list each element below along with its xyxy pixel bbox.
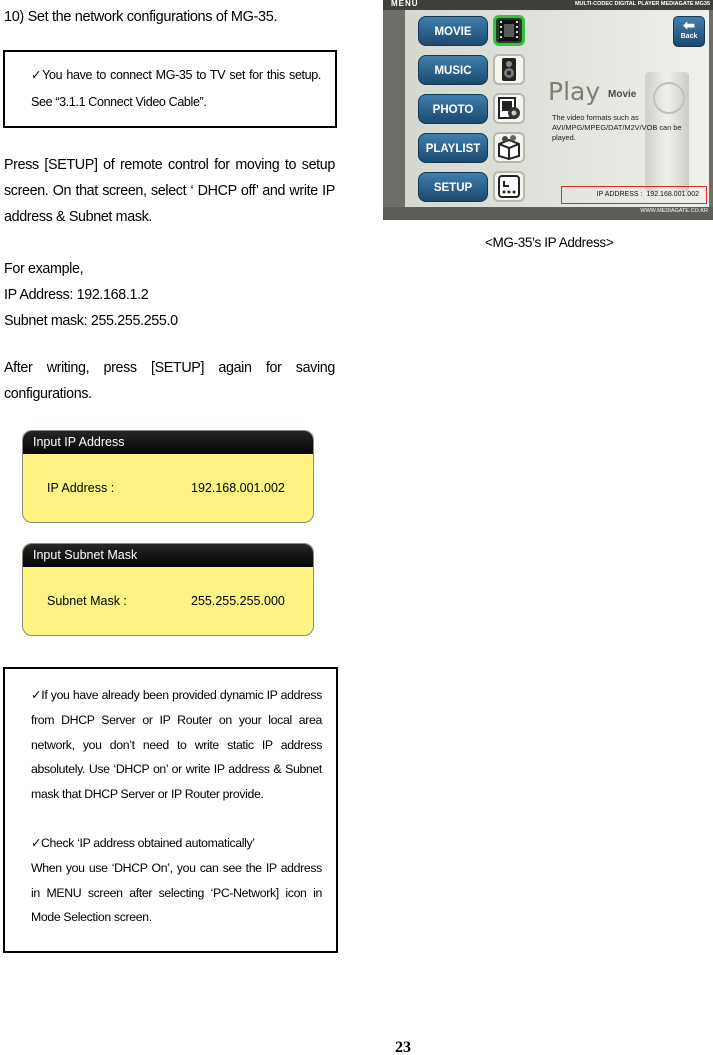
save-instruction: After writing, press [SETUP] again for saving configurations.	[4, 360, 335, 402]
example-block	[4, 256, 335, 334]
website-label: WWW.MEDIAGATE.CO.KR	[640, 208, 708, 214]
section-heading: 10) Set the network configurations of MG-35.	[4, 9, 278, 25]
ip-address-row	[47, 481, 303, 495]
subnet-mask-dialog	[22, 543, 314, 636]
movie-button[interactable]: MOVIE	[418, 16, 488, 46]
checkmark-icon: ✓	[31, 688, 42, 702]
example-label: For example,	[4, 261, 84, 277]
subnet-mask-value: 255.255.255.000	[191, 594, 285, 608]
checkmark-icon: ✓	[31, 835, 41, 850]
film-icon[interactable]	[493, 15, 525, 46]
dhcp-note-text: ✓If you have already been provided dynamic IP address from DHCP Server or IP Router on your local area network, you don’t need to write static IP address absolutely. Use ‘DHCP on’ or write IP address & Subnet mask that DHCP Server or IP Router provide.	[31, 688, 322, 802]
connection-note-text: ✓You have to connect MG-35 to TV set for this setup. See “3.1.1 Connect Video Cable”.	[31, 68, 321, 109]
checkmark-icon: ✓	[31, 68, 43, 82]
setup-monitor-icon[interactable]	[493, 171, 525, 202]
play-title: Play	[548, 77, 601, 106]
subnet-mask-label: Subnet Mask :	[47, 594, 127, 608]
playlist-box-icon[interactable]	[493, 132, 525, 163]
mask-dialog-title: Input Subnet Mask	[23, 544, 313, 567]
example-mask: Subnet mask: 255.255.255.0	[4, 313, 178, 329]
menu-label: MENU	[391, 0, 419, 8]
photo-icon[interactable]	[493, 93, 525, 124]
ip-address-dialog	[22, 430, 314, 523]
play-description: The video formats such as AVI/MPG/MPEG/DAT/M2V/VOB can be played.	[552, 113, 682, 142]
ip-address-value: 192.168.001.002	[191, 481, 285, 495]
ip-dialog-title: Input IP Address	[23, 431, 313, 454]
figure-caption: <MG-35’s IP Address>	[485, 235, 614, 250]
playlist-button[interactable]: PLAYLIST	[418, 133, 488, 163]
setup-button[interactable]: SETUP	[418, 172, 488, 202]
connection-note-box	[3, 50, 337, 128]
product-name: MULTI-CODEC DIGITAL PLAYER MEDIAGATE MG35	[574, 1, 710, 7]
subnet-mask-row	[47, 594, 303, 608]
speaker-icon[interactable]	[493, 54, 525, 85]
play-subtitle: Movie	[608, 89, 637, 100]
music-button[interactable]: MUSIC	[418, 55, 488, 85]
dhcp-on-text: When you use ‘DHCP On’, you can see the IP address in MENU screen after selecting ‘PC-Network] icon in Mode Selection screen.	[31, 860, 322, 925]
player-menu-screenshot	[383, 0, 713, 220]
back-label: Back	[680, 33, 698, 40]
back-arrow-icon: ⬅	[683, 17, 695, 33]
press-setup-instruction: Press [SETUP] of remote control for moving to setup screen. On that screen, select ‘ DHCP off’ and write IP address & Subnet mask.	[4, 157, 335, 225]
spacer	[31, 807, 322, 831]
ip-address-readout	[561, 186, 707, 204]
ip-readout-value: 192.168.001.002	[646, 191, 699, 198]
page-number: 23	[395, 1039, 411, 1055]
check-title: ✓Check ‘IP address obtained automatically’	[31, 835, 255, 850]
example-ip: IP Address: 192.168.1.2	[4, 287, 149, 303]
ip-address-label: IP Address :	[47, 481, 115, 495]
ip-readout-label: IP ADDRESS :	[596, 191, 643, 198]
back-button[interactable]	[673, 16, 705, 47]
photo-button[interactable]: PHOTO	[418, 94, 488, 124]
dhcp-note-box	[3, 667, 338, 953]
